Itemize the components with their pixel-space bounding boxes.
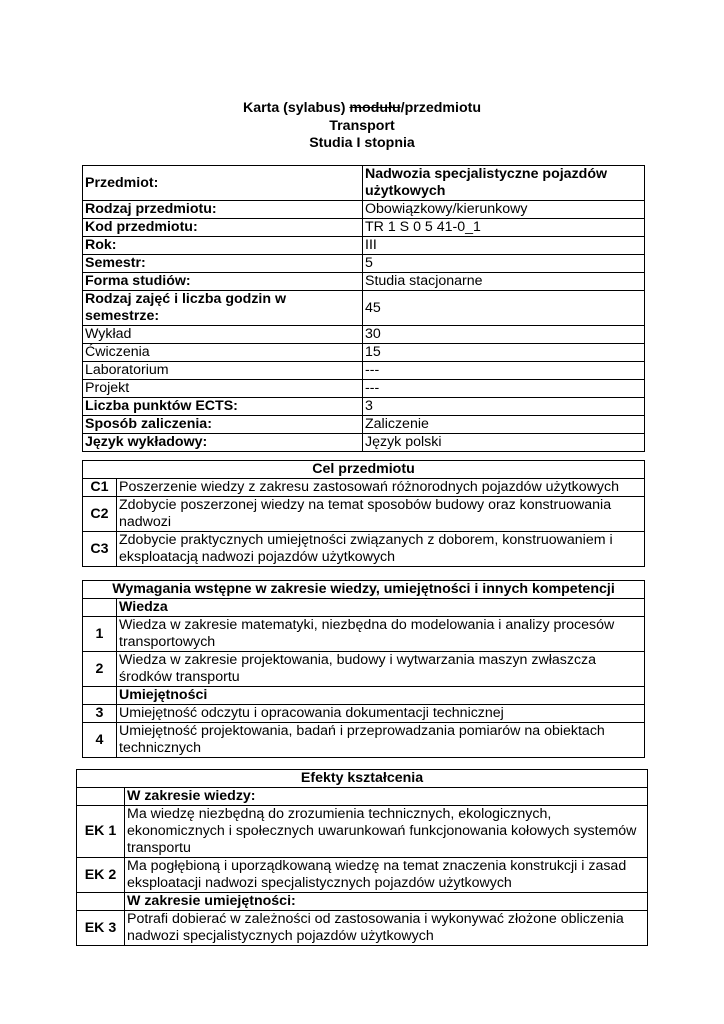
info-label: Liczba punktów ECTS: [83,398,363,416]
table-row [83,362,645,380]
info-label: Rodzaj przedmiotu: [83,201,363,219]
info-value: 15 [363,344,645,362]
table-row [77,911,648,946]
skills-heading: Umiejętności [117,687,645,705]
info-label: Wykład [83,326,363,344]
table-row [83,201,645,219]
table-row [77,806,648,858]
goal-text: Zdobycie poszerzonej wiedzy na temat sposobów budowy oraz konstruowania nadwozi [117,497,645,532]
info-value: 5 [363,255,645,273]
table-row [83,461,645,479]
requirement-number: 1 [83,617,117,652]
table-row [77,893,648,911]
info-label: Ćwiczenia [83,344,363,362]
outcomes-knowledge-heading: W zakresie wiedzy: [125,788,648,806]
table-row [83,599,645,617]
prerequisites-title: Wymagania wstępne w zakresie wiedzy, umiejętności i innych kompetencji [83,581,645,599]
requirement-number: 4 [83,723,117,758]
table-row [83,497,645,532]
goal-code: C1 [83,479,117,497]
info-label: Kod przedmiotu: [83,219,363,237]
goal-code: C3 [83,532,117,567]
info-value: --- [363,362,645,380]
info-value: Język polski [363,434,645,452]
outcomes-title: Efekty kształcenia [77,770,648,788]
knowledge-heading: Wiedza [117,599,645,617]
outcome-text: Potrafi dobierać w zależności od zastosowania i wykonywać złożone obliczenia nadwozi specjalistycznych pojazdów użytkowych [125,911,648,946]
outcome-code: EK 2 [77,858,125,893]
table-row [83,532,645,567]
table-row [83,326,645,344]
info-value: Obowiązkowy/kierunkowy [363,201,645,219]
info-label: Język wykładowy: [83,434,363,452]
requirement-text: Umiejętność projektowania, badań i przeprowadzania pomiarów na obiektach technicznych [117,723,645,758]
table-row [83,166,645,201]
table-row [77,858,648,893]
table-row [83,273,645,291]
goals-title: Cel przedmiotu [83,461,645,479]
prerequisites-table [82,580,645,758]
info-label: Rok: [83,237,363,255]
info-label: Rodzaj zajęć i liczba godzin w semestrze: [83,291,363,326]
table-row [83,219,645,237]
header-field: Transport [329,117,395,134]
table-row [83,344,645,362]
info-value: Nadwozia specjalistyczne pojazdów użytkowych [363,166,645,201]
info-label: Laboratorium [83,362,363,380]
table-row [77,788,648,806]
learning-outcomes-table [76,769,648,946]
info-value: 3 [363,398,645,416]
requirement-text: Wiedza w zakresie matematyki, niezbędna do modelowania i analizy procesów transportowych [117,617,645,652]
info-label: Projekt [83,380,363,398]
document-header [0,100,724,153]
outcome-code: EK 1 [77,806,125,858]
info-label: Semestr: [83,255,363,273]
requirement-number: 2 [83,652,117,687]
goal-text: Zdobycie praktycznych umiejętności związanych z doborem, konstruowaniem i eksploatacją nadwozi pojazdów użytkowych [117,532,645,567]
info-value: 45 [363,291,645,326]
table-row [83,380,645,398]
table-row [83,652,645,687]
header-title: Karta (sylabus) modułu/przedmiotu [242,100,482,116]
table-row [83,291,645,326]
goal-code: C2 [83,497,117,532]
course-goals-table [82,460,645,567]
outcome-text: Ma wiedzę niezbędną do zrozumienia technicznych, ekologicznych, ekonomicznych i społecznych uwarunkowań funkcjonowania kołowych systemów transportu [125,806,648,858]
info-value: 30 [363,326,645,344]
info-label: Przedmiot: [83,166,363,201]
goal-text: Poszerzenie wiedzy z zakresu zastosowań różnorodnych pojazdów użytkowych [117,479,645,497]
info-label: Sposób zaliczenia: [83,416,363,434]
struck-word: modułu [349,100,401,116]
info-value: TR 1 S 0 5 41-0_1 [363,219,645,237]
info-label: Forma studiów: [83,273,363,291]
info-value: III [363,237,645,255]
table-row [83,416,645,434]
table-row [83,581,645,599]
info-value: Studia stacjonarne [363,273,645,291]
table-row [83,723,645,758]
table-row [83,479,645,497]
outcome-code: EK 3 [77,911,125,946]
table-row [83,434,645,452]
table-row [83,255,645,273]
requirement-number: 3 [83,705,117,723]
requirement-text: Wiedza w zakresie projektowania, budowy i wytwarzania maszyn zwłaszcza środków transportu [117,652,645,687]
table-row [83,687,645,705]
table-row [83,617,645,652]
header-level: Studia I stopnia [309,135,415,151]
info-value: Zaliczenie [363,416,645,434]
table-row [83,398,645,416]
requirement-text: Umiejętność odczytu i opracowania dokumentacji technicznej [117,705,645,723]
info-value: --- [363,380,645,398]
outcomes-skills-heading: W zakresie umiejętności: [125,893,648,911]
course-info-table [82,165,645,452]
table-row [83,237,645,255]
table-row [83,705,645,723]
table-row [77,770,648,788]
outcome-text: Ma pogłębioną i uporządkowaną wiedzę na temat znaczenia konstrukcji i zasad eksploatacji nadwozi specjalistycznych pojazdów użytkowych [125,858,648,893]
